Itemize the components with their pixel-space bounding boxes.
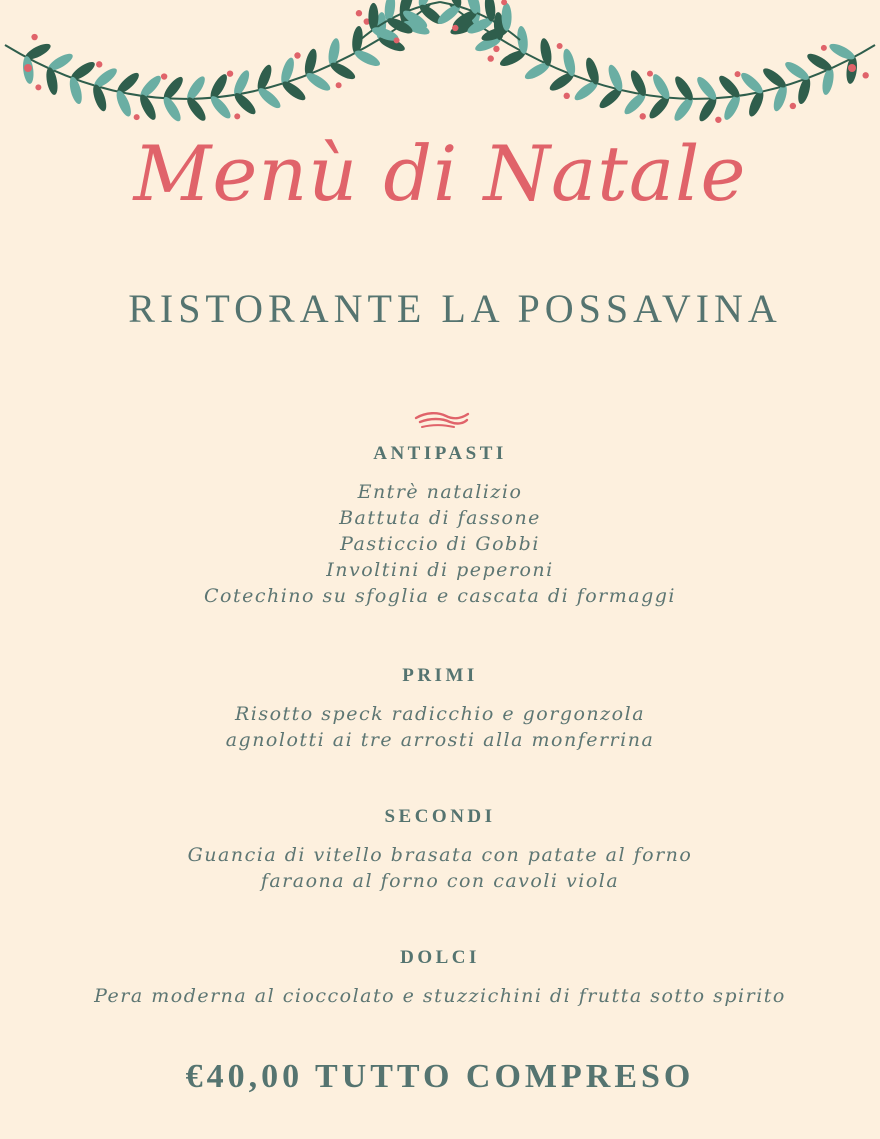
menu-item: Entrè natalizio xyxy=(357,481,523,503)
menu-item: agnolotti ai tre arrosti alla monferrina xyxy=(225,729,655,751)
menu-item: Battuta di fassone xyxy=(339,507,541,529)
menu-item: Pasticcio di Gobbi xyxy=(340,533,540,555)
menu-item: Guancia di vitello brasata con patate al forno xyxy=(187,844,693,866)
restaurant-name: RISTORANTE LA POSSAVINA xyxy=(128,286,782,331)
section-heading: PRIMI xyxy=(402,665,478,686)
section-dolci xyxy=(0,947,880,1009)
menu-title: Menù di Natale xyxy=(133,129,747,218)
menu-item: faraona al forno con cavoli viola xyxy=(260,870,620,892)
section-primi xyxy=(0,665,880,753)
section-heading: ANTIPASTI xyxy=(373,443,507,464)
menu-item: Risotto speck radicchio e gorgonzola xyxy=(234,703,646,725)
section-antipasti xyxy=(0,443,880,609)
leaf-garland-icon xyxy=(0,0,880,140)
menu-item: Cotechino su sfoglia e cascata di formaggi xyxy=(203,585,676,607)
section-heading: SECONDI xyxy=(384,806,496,827)
menu-item: Pera moderna al cioccolato e stuzzichini di frutta sotto spirito xyxy=(94,985,786,1007)
flourish-icon xyxy=(412,410,470,432)
section-secondi xyxy=(0,806,880,894)
price-label: €40,00 TUTTO COMPRESO xyxy=(185,1058,695,1095)
menu-item: Involtini di peperoni xyxy=(326,559,554,581)
section-heading: DOLCI xyxy=(400,947,480,968)
